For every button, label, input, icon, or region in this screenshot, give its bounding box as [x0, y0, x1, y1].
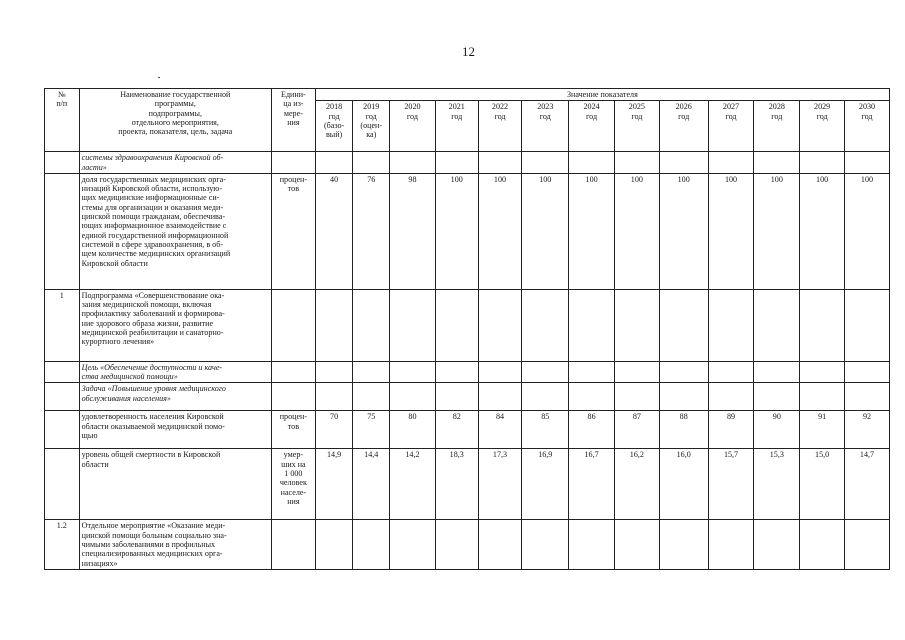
header-unit: Едини- ца из- мере- ния	[272, 89, 316, 152]
value-cell	[569, 383, 615, 411]
value-cell: 100	[435, 173, 478, 289]
value-cell	[569, 520, 615, 570]
value-cell: 100	[478, 173, 522, 289]
value-cell	[845, 383, 890, 411]
value-cell	[390, 361, 436, 383]
value-cell	[754, 289, 800, 361]
value-cell	[478, 520, 522, 570]
value-cell: 100	[845, 173, 890, 289]
value-cell	[754, 152, 800, 174]
table-row	[45, 173, 890, 289]
value-cell	[478, 383, 522, 411]
value-cell	[845, 520, 890, 570]
row-name: системы здравоохранения Кировской об- ласти»	[79, 152, 271, 174]
value-cell	[315, 383, 353, 411]
value-cell	[708, 361, 754, 383]
value-cell	[478, 361, 522, 383]
value-cell: 89	[708, 411, 754, 449]
value-cell	[435, 361, 478, 383]
header-year: 2030 год	[845, 101, 890, 152]
value-cell: 16,2	[614, 449, 659, 520]
row-number	[45, 449, 80, 520]
row-number	[45, 411, 80, 449]
row-name: уровень общей смертности в Кировской области	[79, 449, 271, 520]
value-cell	[659, 361, 708, 383]
value-cell: 40	[315, 173, 353, 289]
value-cell	[522, 520, 569, 570]
row-name: Отдельное мероприятие «Оказание меди- цинской помощи больным социально зна- чимыми заболеваниями в профильных специализированных медицинских орга- низациях»	[79, 520, 271, 570]
value-cell	[390, 152, 436, 174]
row-unit: процен- тов	[272, 411, 316, 449]
row-unit: процен- тов	[272, 173, 316, 289]
value-cell	[522, 383, 569, 411]
value-cell	[390, 520, 436, 570]
value-cell: 100	[614, 173, 659, 289]
header-year: 2024 год	[569, 101, 615, 152]
table-row	[45, 520, 890, 570]
value-cell	[659, 383, 708, 411]
value-cell	[353, 152, 390, 174]
value-cell: 16,7	[569, 449, 615, 520]
value-cell	[754, 383, 800, 411]
value-cell: 15,3	[754, 449, 800, 520]
header-name: Наименование государственной программы, подпрограммы, отдельного мероприятия, проекта, показателя, цель, задача	[79, 89, 271, 152]
header-year: 2026 год	[659, 101, 708, 152]
value-cell	[522, 361, 569, 383]
row-number: 1.2	[45, 520, 80, 570]
value-cell	[800, 152, 845, 174]
value-cell	[435, 152, 478, 174]
value-cell	[390, 289, 436, 361]
value-cell: 16,9	[522, 449, 569, 520]
value-cell	[353, 289, 390, 361]
header-year: 2028 год	[754, 101, 800, 152]
row-name: Задача «Повышение уровня медицинского обслуживания населения»	[79, 383, 271, 411]
row-number	[45, 152, 80, 174]
header-year: 2021 год	[435, 101, 478, 152]
row-number: 1	[45, 289, 80, 361]
value-cell: 14,2	[390, 449, 436, 520]
value-cell: 100	[569, 173, 615, 289]
header-year: 2019 год (оцен- ка)	[353, 101, 390, 152]
value-cell	[353, 383, 390, 411]
value-cell	[800, 361, 845, 383]
table-row	[45, 289, 890, 361]
value-cell	[845, 152, 890, 174]
value-cell	[800, 289, 845, 361]
row-number	[45, 383, 80, 411]
table-row	[45, 383, 890, 411]
value-cell	[435, 383, 478, 411]
row-name: доля государственных медицинских орга- низаций Кировской области, использую- щих медицинские информационные си- стемы для организации и оказания меди- цинской помощи гражданам, обеспечива- ющих информационное взаимодействие с единой государственной информационной системой в сфере здравоохранения, в об- щем количестве медицинских организаций Кировской области	[79, 173, 271, 289]
value-cell	[845, 289, 890, 361]
value-cell: 100	[659, 173, 708, 289]
value-cell: 90	[754, 411, 800, 449]
value-cell	[659, 152, 708, 174]
value-cell	[614, 152, 659, 174]
value-cell: 84	[478, 411, 522, 449]
value-cell: 100	[754, 173, 800, 289]
value-cell	[315, 289, 353, 361]
header-year: 2020 год	[390, 101, 436, 152]
value-cell	[800, 520, 845, 570]
value-cell	[569, 152, 615, 174]
header-year: 2023 год	[522, 101, 569, 152]
value-cell: 14,9	[315, 449, 353, 520]
row-unit	[272, 289, 316, 361]
value-cell: 15,7	[708, 449, 754, 520]
value-cell: 100	[522, 173, 569, 289]
value-cell	[708, 289, 754, 361]
header-values-title: Значение показателя	[315, 89, 889, 101]
value-cell: 76	[353, 173, 390, 289]
value-cell	[659, 289, 708, 361]
value-cell: 14,4	[353, 449, 390, 520]
value-cell	[708, 520, 754, 570]
row-unit	[272, 361, 316, 383]
value-cell	[569, 289, 615, 361]
value-cell: 100	[800, 173, 845, 289]
value-cell	[315, 152, 353, 174]
row-unit	[272, 520, 316, 570]
row-name: Цель «Обеспечение доступности и каче- ства медицинской помощи»	[79, 361, 271, 383]
row-name: Подпрограмма «Совершенствование ока- зания медицинской помощи, включая профилактику заболеваний и формирова- ние здорового образа жизни, развитие медицинской реабилитации и санаторно- курортного лечения»	[79, 289, 271, 361]
table-row	[45, 411, 890, 449]
value-cell: 14,7	[845, 449, 890, 520]
value-cell	[614, 383, 659, 411]
row-number	[45, 361, 80, 383]
value-cell: 87	[614, 411, 659, 449]
value-cell	[614, 520, 659, 570]
value-cell: 85	[522, 411, 569, 449]
value-cell	[800, 383, 845, 411]
value-cell: 16,0	[659, 449, 708, 520]
value-cell	[353, 520, 390, 570]
value-cell	[435, 289, 478, 361]
header-row	[45, 89, 890, 101]
value-cell	[315, 361, 353, 383]
row-unit: умер- ших на 1 000 человек населе- ния	[272, 449, 316, 520]
value-cell	[845, 361, 890, 383]
table-row	[45, 449, 890, 520]
value-cell	[659, 520, 708, 570]
table-row	[45, 152, 890, 174]
value-cell: 86	[569, 411, 615, 449]
value-cell	[435, 520, 478, 570]
indicators-table	[44, 88, 890, 570]
row-unit	[272, 152, 316, 174]
value-cell: 15,0	[800, 449, 845, 520]
header-year: 2018 год (базо- вый)	[315, 101, 353, 152]
table-body	[45, 89, 890, 570]
value-cell	[522, 289, 569, 361]
header-year: 2025 год	[614, 101, 659, 152]
value-cell: 82	[435, 411, 478, 449]
header-number: № п/п	[45, 89, 80, 152]
value-cell: 17,3	[478, 449, 522, 520]
row-name: удовлетворенность населения Кировской области оказываемой медицинской помо- щью	[79, 411, 271, 449]
value-cell	[754, 520, 800, 570]
value-cell: 70	[315, 411, 353, 449]
value-cell	[315, 520, 353, 570]
value-cell: 80	[390, 411, 436, 449]
value-cell	[708, 383, 754, 411]
value-cell: 88	[659, 411, 708, 449]
value-cell	[708, 152, 754, 174]
header-year: 2027 год	[708, 101, 754, 152]
value-cell	[353, 361, 390, 383]
page-number: 12	[462, 44, 475, 59]
table-row	[45, 361, 890, 383]
value-cell: 92	[845, 411, 890, 449]
row-unit	[272, 383, 316, 411]
scan-speck	[158, 77, 160, 78]
value-cell	[754, 361, 800, 383]
value-cell	[522, 152, 569, 174]
value-cell	[614, 289, 659, 361]
value-cell	[478, 152, 522, 174]
header-year: 2029 год	[800, 101, 845, 152]
header-year: 2022 год	[478, 101, 522, 152]
value-cell: 100	[708, 173, 754, 289]
value-cell: 75	[353, 411, 390, 449]
value-cell	[478, 289, 522, 361]
value-cell: 98	[390, 173, 436, 289]
value-cell	[569, 361, 615, 383]
value-cell	[390, 383, 436, 411]
row-number	[45, 173, 80, 289]
value-cell: 18,3	[435, 449, 478, 520]
value-cell: 91	[800, 411, 845, 449]
value-cell	[614, 361, 659, 383]
